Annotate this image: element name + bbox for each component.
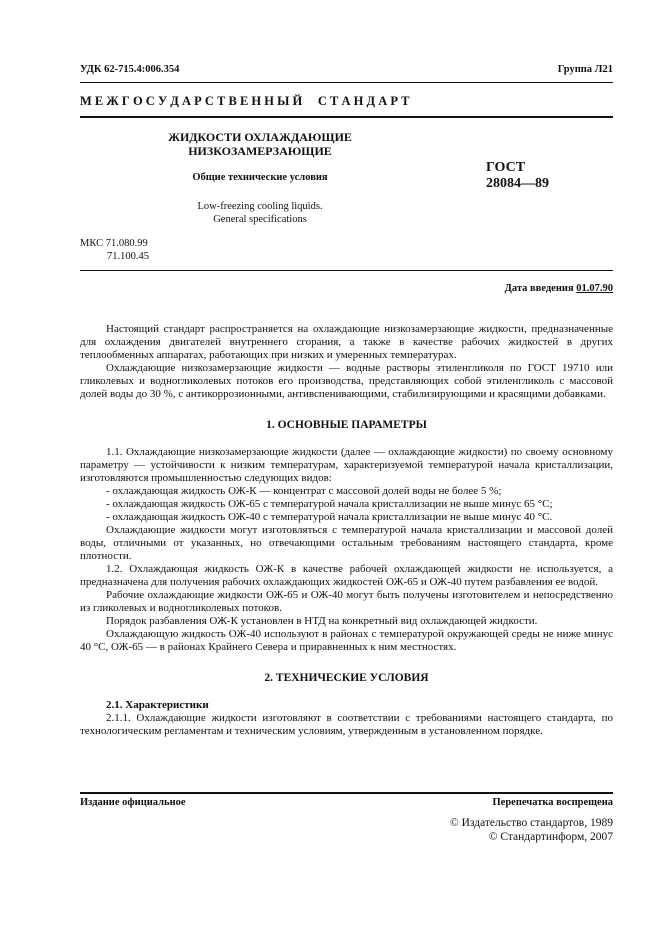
- intro-paragraph-1: Настоящий стандарт распространяется на охлаждающие низкозамерзающие жидкости, предназначенные для охлаждения двигателей внутреннего сгорания, а также в качестве рабочих жидкостей в других теплообменных аппаратах, работающих при низких и умеренных температурах.: [80, 323, 613, 361]
- section-1-paragraph-5: Порядок разбавления ОЖ-К установлен в НТД на конкретный вид охлаждающей жидкости.: [106, 615, 538, 627]
- copyright-line-1: © Издательство стандартов, 1989: [449, 817, 613, 829]
- section-1-paragraph-2: Охлаждающие жидкости могут изготовляться с температурой начала кристаллизации и массовой долей воды, отличными от указанных, но отвечающими остальным требованиям настоящего стандарта, кроме плотности.: [80, 524, 613, 562]
- english-title-line-1: Low-freezing cooling liquids.: [197, 201, 323, 212]
- document-subtitle: Общие технические условия: [192, 172, 328, 183]
- intro-date-label: Дата введения: [504, 283, 574, 294]
- standard-type: М Е Ж Г О С У Д А Р С Т В Е Н Н Ы Й С Т А Н Д А Р Т: [80, 94, 410, 108]
- standard-rule: [80, 116, 613, 118]
- english-title: [130, 200, 390, 226]
- english-title-line-2: General specifications: [213, 214, 307, 225]
- intro-paragraph-2: Охлаждающие низкозамерзающие жидкости — водные растворы этиленгликоля по ГОСТ 19710 или гликолевых и водногликолевых потоков его производства, представляющих собой этиленгликоль с массовой долей воды до 30 %, с антикоррозионными, антивспенивающими, стабилизирующими и красящими добавками.: [80, 362, 613, 400]
- section-2-subheading: 2.1. Характеристики: [106, 699, 209, 711]
- title-line-1: ЖИДКОСТИ ОХЛАЖДАЮЩИЕ: [168, 130, 352, 144]
- document-body: [80, 323, 613, 738]
- section-2-heading: 2. ТЕХНИЧЕСКИЕ УСЛОВИЯ: [264, 672, 429, 684]
- section-1-paragraph-1: 1.1. Охлаждающие низкозамерзающие жидкости (далее — охлаждающие жидкости) по своему основному параметру — устойчивости к низким температурам, характеризуемой температурой начала кристаллизации, изготовляются промышленностью следующих видов:: [80, 446, 613, 484]
- gost-designation: [486, 160, 549, 192]
- copyright-line-2: © Стандартинформ, 2007: [488, 831, 613, 843]
- reprint-notice: Перепечатка воспрещена: [492, 797, 613, 808]
- mks-line-1: МКС 71.080.99: [80, 238, 148, 249]
- footer-rule: [80, 792, 613, 794]
- intro-date-value: 01.07.90: [576, 283, 613, 294]
- mks-line-2: 71.100.45: [107, 251, 149, 262]
- udk-code: УДК 62-715.4:006.354: [80, 64, 180, 75]
- copyright-block: [450, 816, 613, 844]
- section-1-paragraph-6: Охлаждающую жидкость ОЖ-40 используют в районах с температурой окружающей среды не ниже минус 40 °С, ОЖ-65 — в районах Крайнего Севера и приравненных к ним местностях.: [80, 628, 613, 653]
- section-2-paragraph-1: 2.1.1. Охлаждающие жидкости изготовляют в соответствии с требованиями настоящего стандарта, по технологическим регламентам и техническим условиям, утвержденным в установленном порядке.: [80, 712, 613, 737]
- gost-label: ГОСТ: [486, 160, 526, 175]
- section-1-paragraph-3: 1.2. Охлаждающая жидкость ОЖ-К в качестве рабочей охлаждающей жидкости не используется, а предназначена для получения рабочих охлаждающих жидкостей ОЖ-65 и ОЖ-40 путем разбавления ее водой.: [80, 563, 613, 588]
- header-rule: [80, 82, 613, 83]
- list-item-ozh-40: - охлаждающая жидкость ОЖ-40 с температурой начала кристаллизации не выше минус 40 °С.: [106, 511, 553, 523]
- title-block-rule: [80, 270, 613, 271]
- section-1-heading: 1. ОСНОВНЫЕ ПАРАМЕТРЫ: [266, 419, 427, 431]
- list-item-ozh-65: - охлаждающая жидкость ОЖ-65 с температурой начала кристаллизации не выше минус 65 °С;: [106, 498, 553, 510]
- group-code: Группа Л21: [557, 64, 613, 75]
- gost-number: 28084—89: [486, 176, 549, 191]
- section-1-paragraph-4: Рабочие охлаждающие жидкости ОЖ-65 и ОЖ-40 могут быть получены изготовителем и непосредственно из гликолевых и водногликолевых потоков.: [80, 589, 613, 614]
- intro-date: [505, 283, 613, 294]
- mks-codes: [80, 237, 149, 263]
- title-line-2: НИЗКОЗАМЕРЗАЮЩИЕ: [188, 144, 332, 158]
- official-edition: Издание официальное: [80, 797, 186, 808]
- list-item-ozh-k: - охлаждающая жидкость ОЖ-К — концентрат с массовой долей воды не более 5 %;: [106, 485, 502, 497]
- document-title: [130, 130, 390, 158]
